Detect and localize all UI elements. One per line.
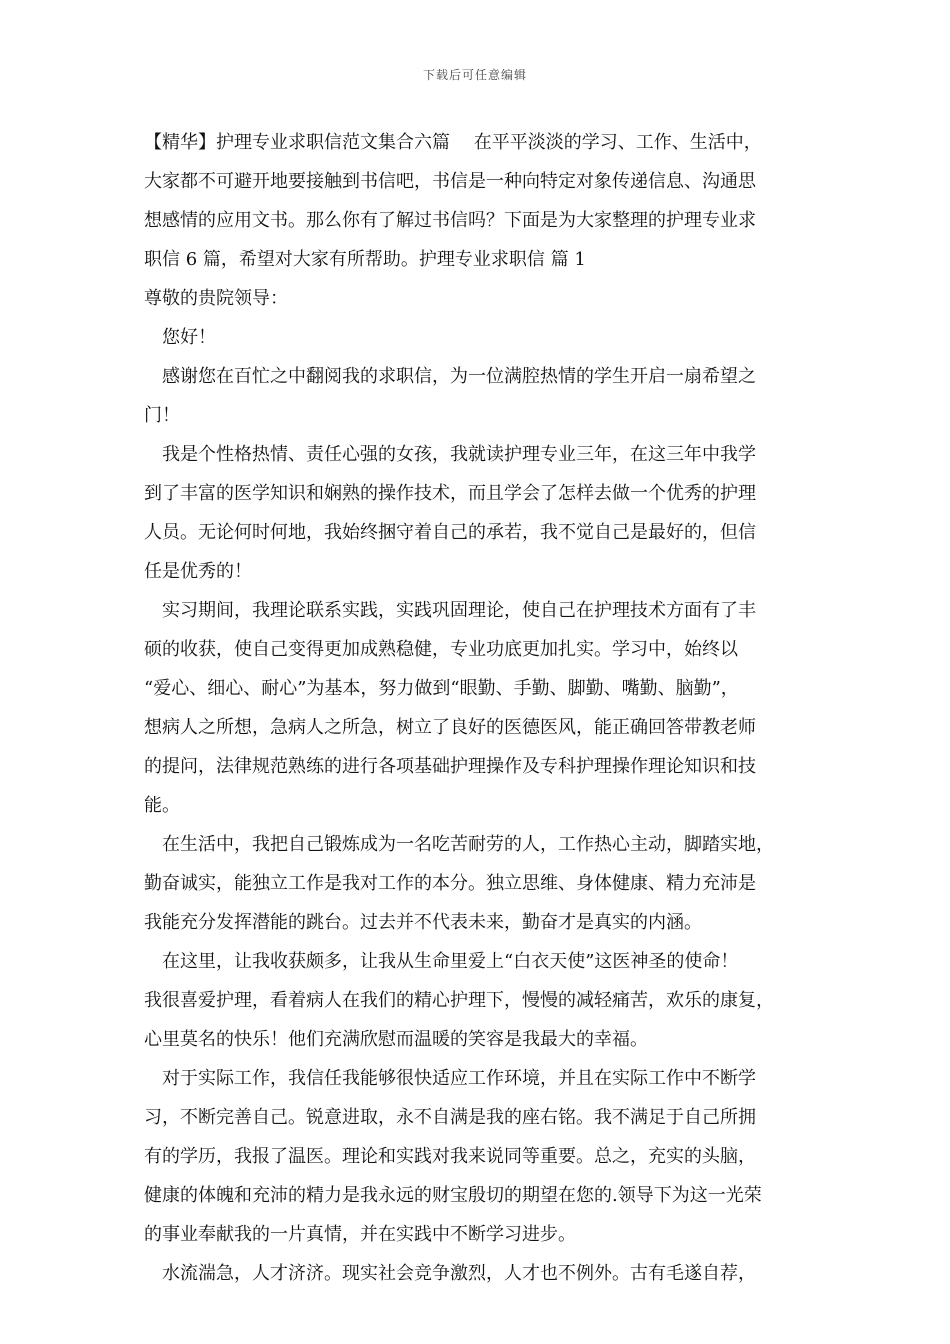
greeting: 您好！ [144, 327, 216, 348]
text-line: 健康的体魄和充沛的精力是我永远的财宝殷切的期望在您的.领导下为这一光荣 [144, 1185, 762, 1206]
text-line: 有的学历，我报了温医。理论和实践对我来说同等重要。总之，充实的头脑， [144, 1146, 756, 1167]
text-line: 硕的收获，使自己变得更加成熟稳健，专业功底更加扎实。学习中，始终以 [144, 639, 738, 660]
text-line: 大家都不可避开地要接触到书信吧，书信是一种向特定对象传递信息、沟通思 [144, 171, 756, 192]
text-line: 心里莫名的快乐！他们充满欣慰而温暖的笑容是我最大的幸福。 [144, 1029, 648, 1050]
text-line: 我很喜爱护理，看着病人在我们的精心护理下，慢慢的减轻痛苦，欢乐的康复， [144, 990, 774, 1011]
text-line: 门！ [144, 405, 180, 426]
text-line: 我是个性格热情、责任心强的女孩，我就读护理专业三年，在这三年中我学 [144, 444, 756, 465]
text-line: 的事业奉献我的一片真情，并在实践中不断学习进步。 [144, 1224, 576, 1245]
text-line: 【精华】护理专业求职信范文集合六篇 在平平淡淡的学习、工作、生活中， [144, 132, 762, 153]
text-line: “爱心、细心、耐心”为基本，努力做到“眼勤、手勤、脚勤、嘴勤、脑勤”， [144, 678, 739, 699]
document-body [144, 123, 816, 1293]
text-line: 对于实际工作，我信任我能够很快适应工作环境，并且在实际工作中不断学 [144, 1068, 756, 1089]
salutation: 尊敬的贵院领导： [144, 288, 288, 309]
text-line: 感谢您在百忙之中翻阅我的求职信，为一位满腔热情的学生开启一扇希望之 [144, 366, 756, 387]
text-line: 水流湍急，人才济济。现实社会竞争激烈，人才也不例外。古有毛遂自荐， [144, 1263, 756, 1284]
text-line: 实习期间，我理论联系实践，实践巩固理论，使自己在护理技术方面有了丰 [144, 600, 756, 621]
text-line: 人员。无论何时何地，我始终捆守着自己的承若，我不觉自己是最好的，但信 [144, 522, 756, 543]
text-line: 在这里，让我收获颇多，让我从生命里爱上“白衣天使”这医神圣的使命！ [144, 951, 739, 972]
text-line: 想感情的应用文书。那么你有了解过书信吗？下面是为大家整理的护理专业求 [144, 210, 756, 231]
text-line: 在生活中，我把自己锻炼成为一名吃苦耐劳的人，工作热心主动，脚踏实地， [144, 834, 774, 855]
text-line: 我能充分发挥潜能的跳台。过去并不代表未来，勤奋才是真实的内涵。 [144, 912, 702, 933]
text-line: 勤奋诚实，能独立工作是我对工作的本分。独立思维、身体健康、精力充沛是 [144, 873, 756, 894]
header-note: 下载后可任意编辑 [422, 68, 527, 82]
text-line: 任是优秀的！ [144, 561, 252, 582]
text-line: 能。 [144, 795, 180, 816]
text-line: 职信 6 篇，希望对大家有所帮助。护理专业求职信 篇 1 [144, 249, 586, 270]
text-line: 想病人之所想，急病人之所急，树立了良好的医德医风，能正确回答带教老师 [144, 717, 756, 738]
text-line: 到了丰富的医学知识和娴熟的操作技术，而且学会了怎样去做一个优秀的护理 [144, 483, 756, 504]
text-line: 习，不断完善自己。锐意进取，永不自满是我的座右铭。我不满足于自己所拥 [144, 1107, 756, 1128]
text-line: 的提问，法律规范熟练的进行各项基础护理操作及专科护理操作理论知识和技 [144, 756, 756, 777]
